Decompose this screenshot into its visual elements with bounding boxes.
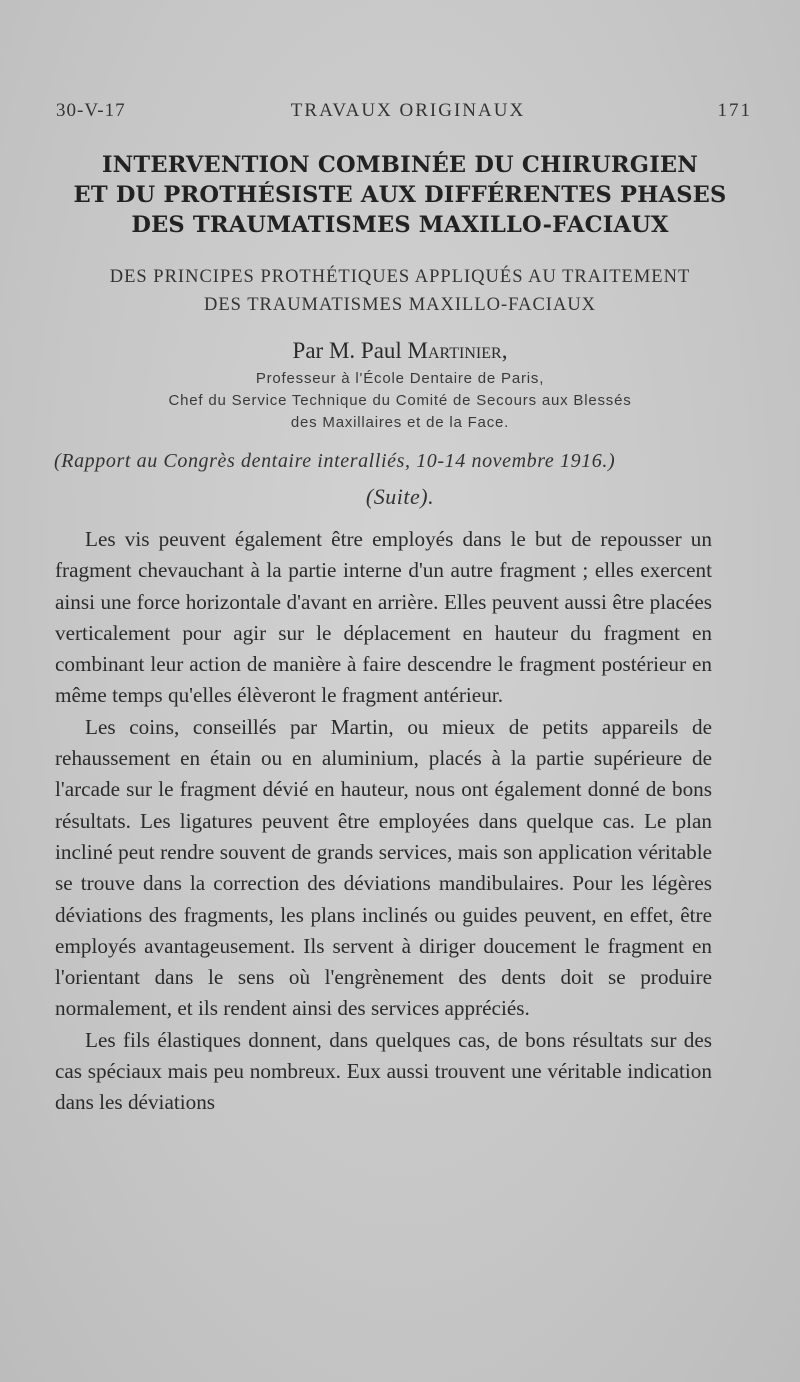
report-note: (Rapport au Congrès dentaire interalliés, 10-14 novembre 1916.): [54, 450, 616, 472]
article-body: [55, 524, 712, 1119]
affiliation-line-1: Professeur à l'École Dentaire de Paris,: [255, 370, 545, 387]
author-surname: Martinier,: [407, 338, 508, 363]
paragraph-2: Les coins, conseillés par Martin, ou mieux de petits appareils de rehaussement en étain ou en aluminium, placés à la partie supérieure de l'arcade sur le fragment dévié en hauteur, nous ont également donné de bons résultats. Les ligatures peuvent être employées dans quelque cas. Le plan incliné peut rendre souvent de grands services, mais son application véritable se trouve dans la correction des déviations mandibulaires. Pour les légères déviations des fragments, les plans inclinés ou guides peuvent, en effet, être employés avantageusement. Ils servent à diriger doucement le fragment en l'orientant dans le sens où l'engrènement des dents doit se produire normalement, et ils rendent ainsi des services appréciés.: [55, 714, 712, 1021]
author-prefix: Par M. Paul: [292, 338, 408, 363]
author-affiliation: [40, 368, 760, 434]
running-head-date: 30-V-17: [56, 100, 126, 121]
page-number: 171: [717, 100, 752, 121]
running-head: [56, 100, 760, 126]
article-subtitle: [40, 263, 760, 319]
title-line-1: INTERVENTION COMBINÉE DU CHIRURGIEN: [101, 152, 699, 178]
continuation-note: (Suite).: [365, 484, 435, 509]
paragraph-1: Les vis peuvent également être employés dans le but de repousser un fragment chevauchant à la partie interne d'un autre fragment ; elles exercent ainsi une force horizontale d'avant en arrière. Elles peuvent aussi être placées verticalement pour agir sur le déplacement en hauteur du fragment en combinant leur action de manière à faire descendre le fragment postérieur en même temps qu'elles élèveront le fragment antérieur.: [55, 527, 712, 708]
title-line-2: ET DU PROTHÉSISTE AUX DIFFÉRENTES PHASES: [73, 182, 727, 208]
subtitle-line-2: DES TRAUMATISMES MAXILLO-FACIAUX: [203, 295, 597, 315]
author-line: [0, 338, 800, 364]
paragraph-3: Les fils élastiques donnent, dans quelques cas, de bons résultats sur des cas spéciaux mais peu nombreux. Eux aussi trouvent une véritable indication dans les déviations: [55, 1027, 712, 1115]
affiliation-line-3: des Maxillaires et de la Face.: [290, 414, 510, 431]
running-head-section: TRAVAUX ORIGINAUX: [290, 100, 526, 121]
title-line-3: DES TRAUMATISMES MAXILLO-FACIAUX: [131, 212, 669, 238]
affiliation-line-2: Chef du Service Technique du Comité de Secours aux Blessés: [168, 392, 632, 409]
article-title: [30, 150, 770, 240]
subtitle-line-1: DES PRINCIPES PROTHÉTIQUES APPLIQUÉS AU TRAITEMENT: [109, 267, 691, 287]
